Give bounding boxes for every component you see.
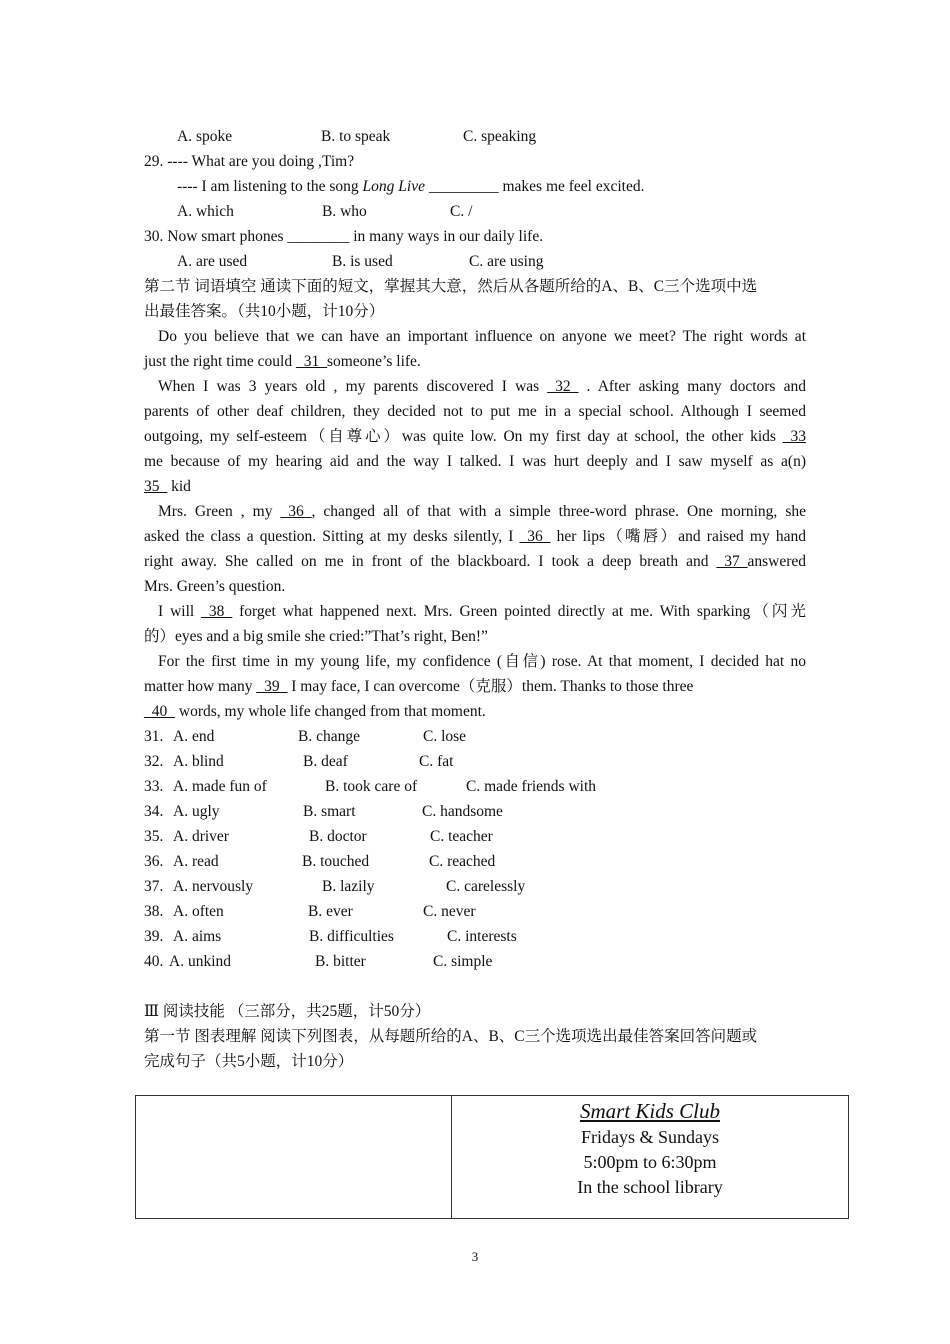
q28-option-c: C. speaking — [463, 128, 537, 145]
option-c: C. lose — [423, 728, 467, 745]
option-b: B. bitter — [315, 953, 366, 970]
club-table — [135, 1095, 849, 1219]
option-row-38 — [144, 899, 806, 924]
option-c: C. interests — [447, 928, 517, 945]
option-number: 33. — [144, 778, 164, 795]
passage-p1-line1: Do you believe that we can have an important influence on anyone we meet? The right words at — [158, 328, 806, 345]
passage-p1-line2 — [144, 349, 806, 374]
club-title: Smart Kids Club — [579, 1099, 721, 1123]
option-row-32 — [144, 749, 806, 774]
option-a: A. ugly — [173, 803, 220, 820]
blank-33: _33 — [782, 428, 806, 445]
option-c: C. carelessly — [446, 878, 526, 895]
text-run: outgoing, my self-esteem（自尊心）was quite low. On my first day at school, the other kids — [144, 428, 783, 445]
text-run: Mrs. Green , my — [158, 503, 281, 520]
option-c: C. simple — [433, 953, 493, 970]
option-b: B. ever — [308, 903, 353, 920]
q29-song-title: Long Live — [362, 178, 425, 195]
option-number: 38. — [144, 903, 164, 920]
option-a: A. made fun of — [173, 778, 267, 795]
text-run: I will — [158, 603, 202, 620]
blank-37: _37_ — [716, 553, 748, 570]
passage-p2-line4: me because of my hearing aid and the way I talked. I was hurt deeply and I saw myself as a(n) — [144, 453, 806, 470]
option-b: B. smart — [303, 803, 356, 820]
option-b: B. change — [298, 728, 360, 745]
option-a: A. often — [173, 903, 224, 920]
q29-reply-pre: ---- I am listening to the song — [177, 178, 363, 195]
option-c: C. never — [423, 903, 476, 920]
q29-option-c: C. / — [450, 203, 473, 220]
club-time: 5:00pm to 6:30pm — [583, 1152, 717, 1172]
q28-options — [144, 124, 806, 149]
passage-p3-line4: Mrs. Green’s question. — [144, 578, 286, 595]
text-run: matter how many — [144, 678, 257, 695]
option-row-36 — [144, 849, 806, 874]
blank-36a: _36_ — [280, 503, 312, 520]
option-a: A. blind — [173, 753, 224, 770]
text-run: , changed all of that with a simple three-word phrase. One morning, she — [311, 503, 806, 520]
option-a: A. end — [173, 728, 215, 745]
passage-p5-line1: For the first time in my young life, my confidence (自信) rose. At that moment, I decided hat no — [158, 653, 806, 670]
blank-40: _40_ — [144, 703, 175, 720]
blank-39: _39_ — [256, 678, 288, 695]
passage-p2-line3 — [144, 424, 806, 449]
text-run: words, my whole life changed from that moment. — [175, 703, 486, 720]
q30-option-a: A. are used — [177, 253, 248, 270]
option-row-31 — [144, 724, 806, 749]
page-number: 3 — [471, 1249, 479, 1264]
exam-page — [144, 124, 806, 1074]
option-b: B. doctor — [309, 828, 367, 845]
option-b: B. deaf — [303, 753, 348, 770]
option-row-39 — [144, 924, 806, 949]
text-run: asked the class a question. Sitting at my desks silently, I — [144, 528, 520, 545]
club-place: In the school library — [577, 1177, 723, 1197]
option-row-33 — [144, 774, 806, 799]
q29-reply-post: _________ makes me feel excited. — [424, 178, 645, 195]
option-c: C. made friends with — [466, 778, 597, 795]
option-number: 35. — [144, 828, 164, 845]
passage-p3-line2 — [144, 524, 806, 549]
q29-reply — [144, 174, 806, 199]
text-run: forget what happened next. Mrs. Green pointed directly at me. With sparking（闪光 — [232, 603, 807, 620]
passage-p5-line3 — [144, 699, 806, 724]
passage-p2-line5 — [144, 474, 806, 499]
option-b: B. lazily — [322, 878, 375, 895]
option-c: C. fat — [419, 753, 454, 770]
part3-sub-line2: 完成句子（共5小题，计10分） — [144, 1053, 354, 1070]
club-days: Fridays & Sundays — [580, 1127, 719, 1147]
q30-option-b: B. is used — [332, 253, 393, 270]
q29-options — [144, 199, 806, 224]
text-run: I may face, I can overcome（克服）them. Thanks to those three — [287, 678, 694, 695]
q30-stem: 30. Now smart phones ________ in many ways in our daily life. — [144, 228, 544, 245]
section2-heading-line2: 出最佳答案。（共10小题，计10分） — [144, 303, 385, 320]
part3-sub-line1: 第一节 图表理解 阅读下列图表，从每题所给的A、B、C三个选项选出最佳答案回答问题或 — [144, 1028, 758, 1045]
option-number: 40. — [144, 953, 164, 970]
text-run: right away. She called on me in front of the blackboard. I took a deep breath and — [144, 553, 717, 570]
q29-option-b: B. who — [322, 203, 367, 220]
blank-36b: _36_ — [519, 528, 551, 545]
part3-heading: Ⅲ 阅读技能 （三部分，共25题，计50分） — [144, 1003, 431, 1020]
passage-p2-line1 — [144, 374, 806, 399]
text-run: just the right time could — [144, 353, 296, 370]
option-b: B. touched — [302, 853, 370, 870]
option-row-34 — [144, 799, 806, 824]
option-a: A. driver — [173, 828, 229, 845]
option-c: C. reached — [429, 853, 496, 870]
text-run: her lips（嘴唇）and raised my hand — [550, 528, 807, 545]
passage-p3-line1 — [144, 499, 806, 524]
q29-option-a: A. which — [177, 203, 234, 220]
q28-option-a: A. spoke — [177, 128, 233, 145]
option-number: 32. — [144, 753, 164, 770]
option-a: A. read — [173, 853, 219, 870]
option-number: 36. — [144, 853, 164, 870]
text-run: someone’s life. — [326, 353, 421, 370]
club-table-left-cell — [136, 1096, 452, 1219]
text-run: . After asking many doctors and — [578, 378, 807, 395]
option-number: 31. — [144, 728, 164, 745]
blank-35: 35_ — [144, 478, 168, 495]
club-table-right-cell — [452, 1096, 849, 1219]
option-row-40 — [144, 949, 806, 974]
option-a: A. nervously — [173, 878, 254, 895]
section2-heading-line1: 第二节 词语填空 通读下面的短文，掌握其大意，然后从各题所给的A、B、C三个选项中选 — [144, 278, 758, 295]
q30-option-c: C. are using — [469, 253, 544, 270]
option-c: C. handsome — [422, 803, 503, 820]
option-b: B. took care of — [325, 778, 418, 795]
option-number: 39. — [144, 928, 164, 945]
blank-32: _32_ — [547, 378, 579, 395]
option-number: 37. — [144, 878, 164, 895]
option-row-35 — [144, 824, 806, 849]
blank-38: _38_ — [201, 603, 233, 620]
passage-p2-line2: parents of other deaf children, they decided not to put me in a special school. Although I seemed — [144, 403, 806, 420]
passage-p3-line3 — [144, 549, 806, 574]
text-run: answered — [747, 553, 806, 570]
passage-p4-line1 — [144, 599, 806, 624]
option-b: B. difficulties — [309, 928, 394, 945]
options-list — [144, 724, 806, 974]
q30-options — [144, 249, 806, 274]
blank-31: _31_ — [295, 353, 327, 370]
passage-p5-line2 — [144, 674, 806, 699]
q28-option-b: B. to speak — [321, 128, 391, 145]
option-number: 34. — [144, 803, 164, 820]
option-row-37 — [144, 874, 806, 899]
option-a: A. unkind — [169, 953, 231, 970]
option-c: C. teacher — [430, 828, 493, 845]
spacer — [144, 974, 806, 999]
q29-stem: 29. ---- What are you doing ,Tim? — [144, 153, 355, 170]
text-run: kid — [167, 478, 191, 495]
option-a: A. aims — [173, 928, 222, 945]
text-run: When I was 3 years old , my parents discovered I was — [158, 378, 548, 395]
passage-p4-line2: 的）eyes and a big smile she cried:”That’s right, Ben!” — [144, 628, 488, 645]
